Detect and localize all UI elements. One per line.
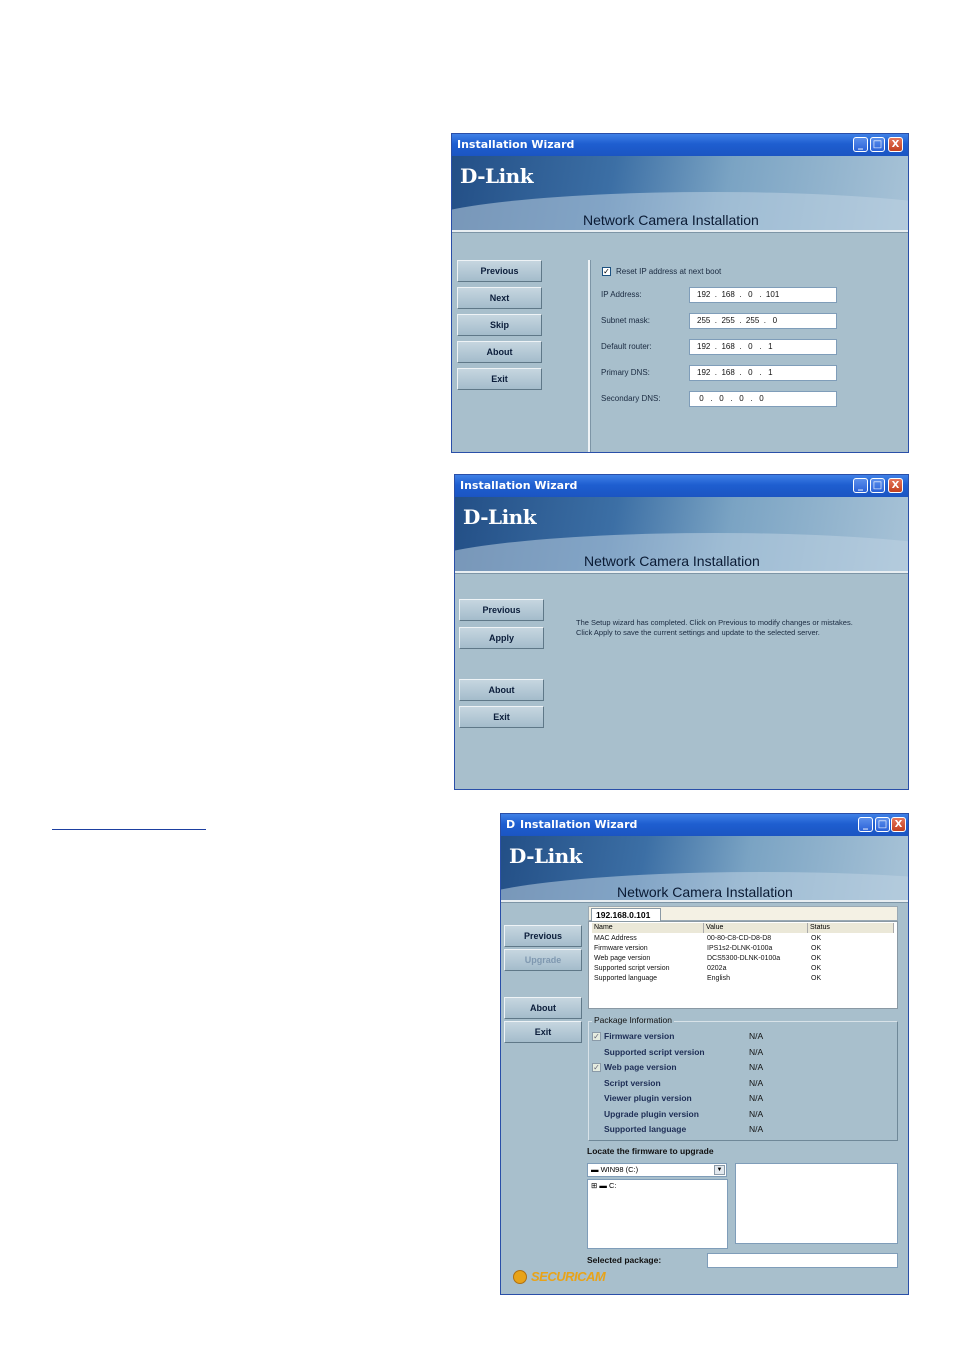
package-value: N/A — [749, 1109, 764, 1119]
default-router-field[interactable]: 192 . 168 . 0 . 1 — [689, 339, 837, 355]
table-row-name: Web page version — [594, 955, 651, 962]
maximize-icon[interactable]: □ — [875, 817, 890, 832]
table-row-name: Supported script version — [594, 965, 670, 972]
selected-package-label: Selected package: — [587, 1255, 662, 1265]
table-row-status: OK — [811, 945, 822, 952]
dlink-logo: D-Link — [460, 164, 534, 188]
web-page-version-checkbox[interactable]: ✓ — [593, 1063, 600, 1072]
primary-dns-field[interactable]: 192 . 168 . 0 . 1 — [689, 365, 837, 381]
drive-select-value: WIN98 (C:) — [600, 1165, 639, 1174]
title-bar[interactable] — [501, 814, 908, 836]
ip-address-field[interactable]: 192 . 168 . 0 . 101 — [689, 287, 837, 303]
previous-button[interactable]: Previous — [504, 925, 582, 947]
table-row-value: English — [707, 975, 730, 982]
subnet-mask-field[interactable]: 255 . 255 . 255 . 0 — [689, 313, 837, 329]
window-title: Installation Wizard — [457, 138, 575, 151]
drive-select[interactable] — [587, 1163, 727, 1177]
underline-link[interactable] — [52, 829, 206, 830]
close-icon[interactable]: X — [888, 137, 903, 152]
package-label: Upgrade plugin version — [604, 1109, 699, 1119]
primary-dns-label: Primary DNS: — [601, 368, 650, 377]
exit-button[interactable]: Exit — [504, 1021, 582, 1043]
package-label: Script version — [604, 1078, 661, 1088]
close-icon[interactable]: X — [888, 478, 903, 493]
device-status-list[interactable] — [588, 921, 898, 1009]
file-list[interactable] — [735, 1163, 898, 1244]
page-title: Network Camera Installation — [584, 553, 760, 569]
about-button[interactable]: About — [457, 341, 542, 363]
package-value: N/A — [749, 1093, 764, 1103]
chevron-down-icon[interactable]: ▼ — [714, 1165, 725, 1175]
window-title: Installation Wizard — [520, 818, 638, 831]
table-row-status: OK — [811, 955, 822, 962]
table-row-name: Supported language — [594, 975, 658, 982]
skip-button[interactable]: Skip — [457, 314, 542, 336]
package-information-title: Package Information — [594, 1015, 672, 1025]
title-bar[interactable] — [452, 134, 908, 156]
expand-icon[interactable]: ⊞ — [591, 1181, 598, 1190]
drive-icon: ▬ — [599, 1181, 607, 1190]
secondary-dns-field[interactable]: 0 . 0 . 0 . 0 — [689, 391, 837, 407]
completion-message-line-2: Click Apply to save the current settings and update to the selected server. — [576, 628, 820, 637]
package-label: Web page version — [604, 1062, 677, 1072]
subnet-mask-label: Subnet mask: — [601, 316, 650, 325]
about-button[interactable]: About — [459, 679, 544, 701]
reset-ip-label: Reset IP address at next boot — [616, 267, 722, 276]
exit-button[interactable]: Exit — [457, 368, 542, 390]
package-label: Firmware version — [604, 1031, 675, 1041]
apply-button[interactable]: Apply — [459, 627, 544, 649]
lock-icon — [513, 1270, 527, 1284]
exit-button[interactable]: Exit — [459, 706, 544, 728]
minimize-icon[interactable]: _ — [853, 478, 868, 493]
table-row-status: OK — [811, 975, 822, 982]
column-header-value[interactable]: Value — [704, 923, 808, 933]
package-label: Supported language — [604, 1124, 687, 1134]
minimize-icon[interactable]: _ — [858, 817, 873, 832]
header-banner — [452, 156, 908, 230]
window-title: Installation Wizard — [460, 479, 578, 492]
package-value: N/A — [749, 1062, 764, 1072]
maximize-icon[interactable]: □ — [870, 137, 885, 152]
dlink-app-icon: D — [506, 818, 516, 831]
selected-package-field[interactable] — [707, 1253, 898, 1268]
upgrade-button[interactable]: Upgrade — [504, 949, 582, 971]
server-tab-strip — [588, 906, 898, 921]
header-banner — [501, 836, 908, 900]
folder-tree[interactable] — [587, 1179, 728, 1249]
ip-address-label: IP Address: — [601, 290, 642, 299]
header-banner — [455, 497, 908, 571]
table-row-value: 0202a — [707, 965, 727, 972]
wizard-window-upgrade — [500, 813, 909, 1295]
locate-firmware-label: Locate the firmware to upgrade — [587, 1146, 714, 1156]
tree-item-root[interactable]: C: — [608, 1181, 617, 1190]
previous-button[interactable]: Previous — [459, 599, 544, 621]
package-value: N/A — [749, 1078, 764, 1088]
table-row-status: OK — [811, 965, 822, 972]
default-router-label: Default router: — [601, 342, 652, 351]
package-value: N/A — [749, 1124, 764, 1134]
securicam-logo: SECURICAM — [531, 1269, 606, 1284]
package-label: Supported script version — [604, 1047, 705, 1057]
about-button[interactable]: About — [504, 997, 582, 1019]
table-row-name: MAC Address — [594, 935, 637, 942]
column-header-status[interactable]: Status — [808, 923, 894, 933]
table-row-value: IPS1s2-DLNK-0100a — [707, 945, 773, 952]
package-value: N/A — [749, 1047, 764, 1057]
dlink-logo: D-Link — [509, 844, 583, 868]
table-row-name: Firmware version — [594, 945, 648, 952]
firmware-version-checkbox[interactable]: ✓ — [593, 1032, 600, 1041]
wizard-window-complete — [454, 474, 909, 790]
package-label: Viewer plugin version — [604, 1093, 692, 1103]
wizard-window-network-settings — [451, 133, 909, 453]
package-value: N/A — [749, 1031, 764, 1041]
secondary-dns-label: Secondary DNS: — [601, 394, 661, 403]
tab-server[interactable]: 192.168.0.101 — [591, 908, 661, 922]
dlink-logo: D-Link — [463, 505, 537, 529]
close-icon[interactable]: X — [891, 817, 906, 832]
table-row-value: DCS5300-DLNK-0100a — [707, 955, 781, 962]
table-row-status: OK — [811, 935, 822, 942]
minimize-icon[interactable]: _ — [853, 137, 868, 152]
completion-message-line-1: The Setup wizard has completed. Click on Previous to modify changes or mistakes. — [576, 618, 853, 627]
reset-ip-checkbox[interactable]: ✓ — [603, 267, 610, 276]
column-header-name[interactable]: Name — [592, 923, 704, 933]
title-bar[interactable] — [455, 475, 908, 497]
page-title: Network Camera Installation — [617, 884, 793, 900]
table-row-value: 00-80-C8-CD-D8-D8 — [707, 935, 772, 942]
page-title: Network Camera Installation — [583, 212, 759, 228]
maximize-icon[interactable]: □ — [870, 478, 885, 493]
next-button[interactable]: Next — [457, 287, 542, 309]
previous-button[interactable]: Previous — [457, 260, 542, 282]
drive-icon: ▬ — [591, 1165, 601, 1174]
